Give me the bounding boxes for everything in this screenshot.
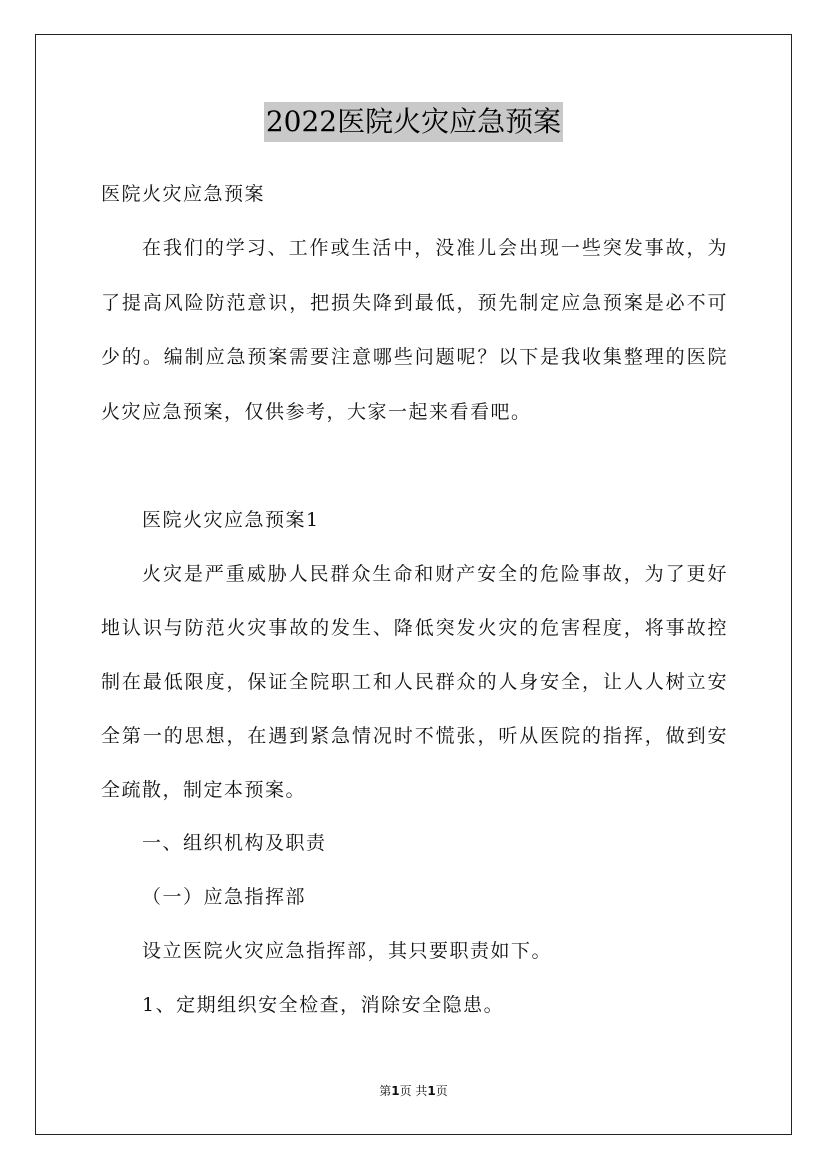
- heading-organization: 一、组织机构及职责: [142, 832, 327, 854]
- intro-line-3: 少的。编制应急预案需要注意哪些问题呢？以下是我收集整理的医院: [101, 346, 728, 368]
- paragraph-command-duties: 设立医院火灾应急指挥部，其只要职责如下。: [142, 940, 553, 962]
- title-container: [0, 102, 827, 142]
- footer-total-pages: 1: [427, 1084, 436, 1098]
- body-line-2: 地认识与防范火灾事故的发生、降低突发火灾的危害程度，将事故控: [101, 617, 728, 639]
- footer-suffix: 页: [435, 1084, 448, 1098]
- body-line-5: 全疏散，制定本预案。: [101, 779, 307, 801]
- intro-line-2: 了提高风险防范意识，把损失降到最低，预先制定应急预案是必不可: [101, 292, 728, 314]
- list-item-1: 1、定期组织安全检查，消除安全隐患。: [142, 994, 505, 1016]
- intro-line-1: 在我们的学习、工作或生活中，没准儿会出现一些突发事故，为: [142, 237, 728, 259]
- section-title: 医院火灾应急预案1: [142, 509, 320, 531]
- footer-mid: 页 共: [399, 1084, 428, 1098]
- body-line-4: 全第一的思想，在遇到紧急情况时不慌张，听从医院的指挥，做到安: [101, 725, 728, 747]
- body-line-1: 火灾是严重威胁人民群众生命和财产安全的危险事故，为了更好: [142, 563, 728, 585]
- body-line-3: 制在最低限度，保证全院职工和人民群众的人身安全，让人人树立安: [101, 671, 728, 693]
- page-footer: [0, 1083, 827, 1099]
- footer-current-page: 1: [391, 1084, 400, 1098]
- intro-line-4: 火灾应急预案，仅供参考，大家一起来看看吧。: [101, 401, 532, 423]
- heading-command: （一）应急指挥部: [142, 886, 307, 908]
- document-subtitle: 医院火灾应急预案: [101, 183, 266, 205]
- footer-prefix: 第: [379, 1084, 392, 1098]
- document-title: 2022医院火灾应急预案: [264, 102, 563, 142]
